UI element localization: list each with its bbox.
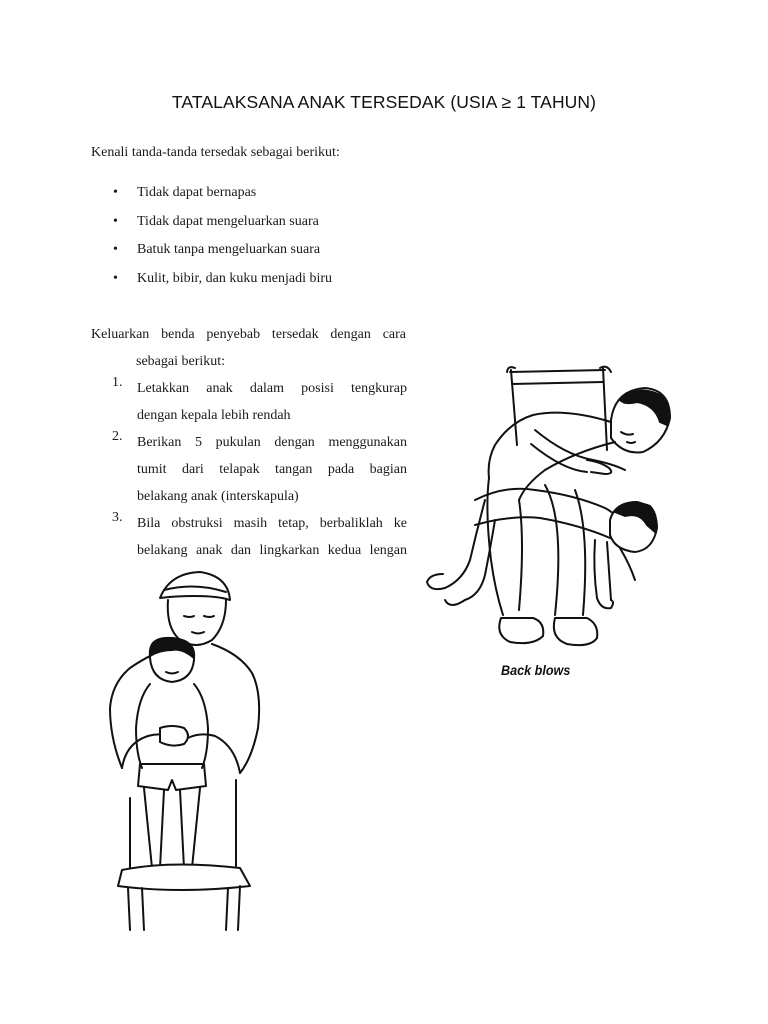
step-line: Letakkan anak dalam posisi tengkurap	[137, 381, 407, 396]
page-title: TATALAKSANA ANAK TERSEDAK (USIA ≥ 1 TAHUN)	[171, 92, 597, 112]
figure-caption: Back blows	[501, 662, 571, 678]
step-line: Berikan 5 pukulan dengan menggunakan	[137, 435, 407, 450]
step-number: 3.	[112, 510, 123, 525]
step-line: belakang anak dan lingkarkan kedua lengan	[137, 543, 407, 558]
step-line: tumit dari telapak tangan pada bagian	[137, 462, 407, 477]
sign-text: Tidak dapat bernapas	[137, 185, 257, 200]
sign-text: Kulit, bibir, dan kuku menjadi biru	[137, 271, 333, 286]
back-blows-illustration	[415, 360, 685, 665]
step-number: 1.	[112, 375, 123, 390]
step-text	[137, 429, 407, 510]
steps-list	[0, 375, 420, 575]
step-line: belakang anak (interskapula)	[137, 489, 299, 504]
bullet-icon: •	[113, 214, 118, 229]
step-number: 2.	[112, 429, 123, 444]
sign-text: Tidak dapat mengeluarkan suara	[137, 214, 319, 229]
step-text	[137, 375, 407, 429]
bullet-icon: •	[113, 185, 118, 200]
intro-text: Kenali tanda-tanda tersedak sebagai berikut:	[91, 145, 340, 160]
bullet-icon: •	[113, 242, 118, 257]
instructions-intro-line: sebagai berikut:	[136, 354, 226, 369]
sign-text: Batuk tanpa mengeluarkan suara	[137, 242, 321, 257]
step-line: dengan kepala lebih rendah	[137, 408, 291, 423]
instructions-intro	[91, 321, 407, 375]
step-text	[137, 510, 407, 564]
instructions-intro-line: Keluarkan benda penyebab tersedak dengan cara	[91, 327, 406, 342]
step-line: Bila obstruksi masih tetap, berbaliklah ke	[137, 516, 407, 531]
bullet-icon: •	[113, 271, 118, 286]
abdominal-thrust-illustration	[100, 568, 275, 933]
